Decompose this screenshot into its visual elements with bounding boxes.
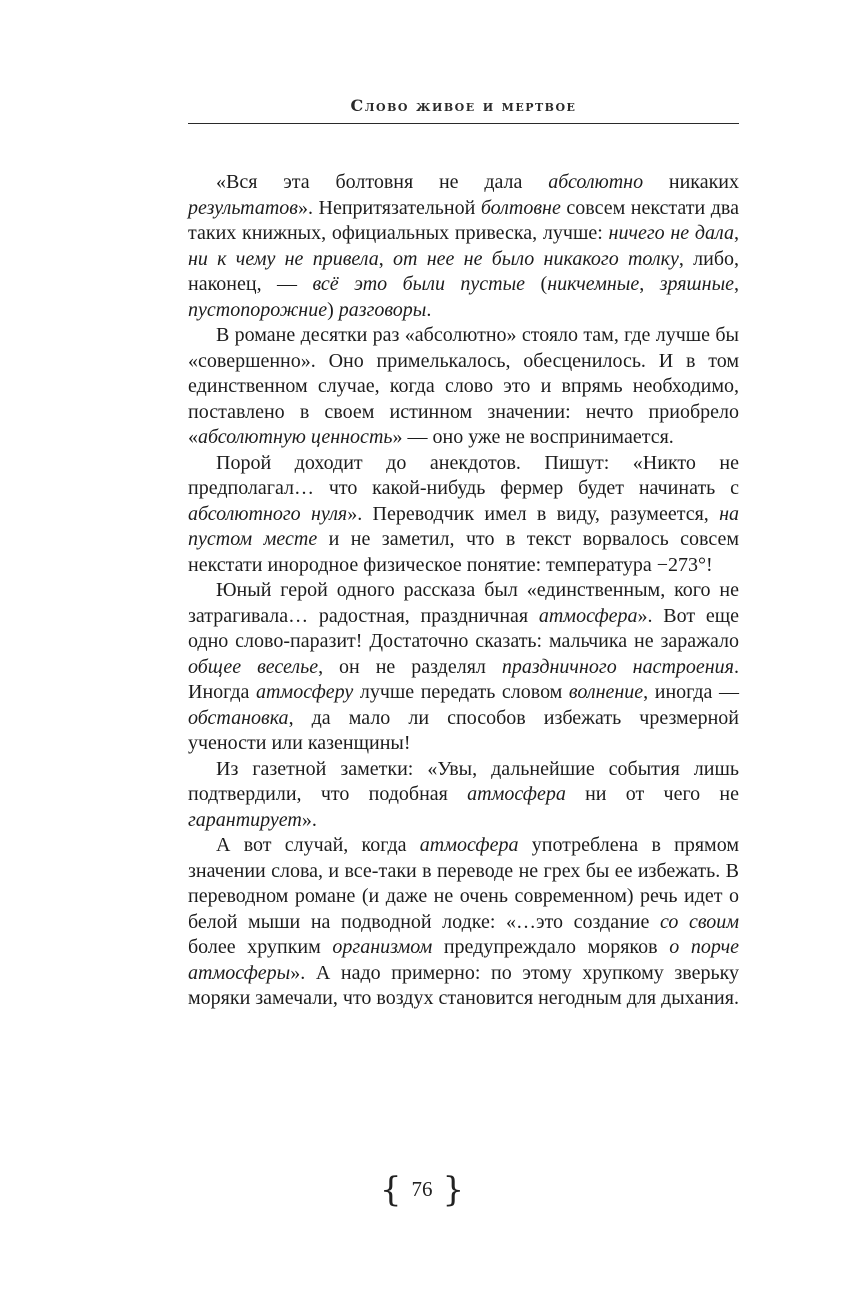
paragraph (188, 757, 739, 834)
italic-phrase: со своим (659, 910, 740, 933)
italic-phrase: ни к чему не привела (188, 247, 379, 270)
text-run: предупреждало моряков (432, 936, 670, 958)
text-run: Юный герой одного рассказа был «единственным, кого не затрагивала… радостная, праздничная (188, 579, 739, 627)
header-rule (188, 123, 739, 124)
italic-phrase: организмом (332, 936, 433, 958)
italic-phrase: разговоры (338, 298, 427, 321)
text-run: ». А надо примерно: по этому хрупкому зверьку моряки замечали, что воздух становится негодным для дыхания. (188, 961, 739, 1009)
italic-phrase: на пустом месте (188, 502, 739, 550)
text-run: , он не разделял (318, 655, 502, 678)
left-brace: { (379, 1170, 402, 1210)
italic-phrase: абсолютную ценность (198, 426, 393, 448)
body-text (188, 170, 739, 1012)
italic-phrase: абсолютного нуля (188, 502, 348, 525)
italic-phrase: всё это были пустые (312, 273, 526, 295)
italic-phrase: атмосфера (467, 783, 566, 805)
italic-phrase: обстановка (188, 706, 289, 729)
text-run: , (639, 273, 660, 295)
paragraph (188, 451, 739, 579)
text-run: В романе десятки раз «абсолютно» стояло там, где лучше бы «совершенно». Оно примелькалось, обесценилось. И в том единственном случае, когда слово это и впрямь необходимо, поставлено в своем истинном значении: нечто приобрело « (188, 324, 739, 448)
text-run: ». (301, 808, 317, 831)
text-run: , да мало ли способов избежать чрезмерной учености или казенщины! (188, 706, 739, 754)
italic-phrase: атмосферу (255, 681, 354, 703)
right-brace: } (442, 1170, 465, 1210)
italic-phrase: пустопорожние (188, 298, 328, 321)
text-run: А вот случай, когда (216, 834, 420, 856)
text-run: , иногда — (643, 681, 739, 703)
text-run: Порой доходит до анекдотов. Пишут: «Никто не предполагал… что какой-нибудь фермер будет начинать с (188, 451, 739, 499)
text-run: более хрупким (188, 936, 333, 958)
text-run: ни от чего не (565, 783, 740, 805)
page-number: 76 (411, 1177, 433, 1201)
text-run: «Вся эта болтовня не дала (216, 171, 549, 193)
text-run: , либо, наконец, — (188, 247, 740, 295)
text-run: ( (525, 273, 548, 295)
italic-phrase: атмосфера (538, 604, 638, 627)
italic-phrase: общее веселье (188, 655, 319, 678)
text-run: ) (327, 298, 339, 321)
italic-phrase: праздничного настроения (501, 655, 734, 678)
text-run: лучше передать словом (353, 681, 569, 703)
italic-phrase: волнение (568, 681, 644, 703)
italic-phrase: атмосфера (419, 834, 519, 856)
text-run: и не заметил, что в текст ворвалось совсем некстати инородное физическое понятие: температура −273°! (188, 528, 739, 576)
running-head: Слово живое и мертвое (350, 96, 577, 115)
text-run: . (426, 298, 432, 321)
paragraph (188, 323, 739, 451)
text-run: ». Вот еще одно слово-паразит! Достаточно сказать: мальчика не заражало (188, 604, 739, 652)
italic-phrase: ничего не дала (608, 222, 734, 244)
page-number-folio (0, 1170, 844, 1210)
paragraph (188, 833, 739, 1012)
italic-phrase: результатов (188, 196, 298, 219)
text-run: . Иногда (188, 655, 739, 703)
text-run: ». Непритязательной (298, 196, 481, 219)
text-run: , (734, 273, 739, 295)
italic-phrase: о порче атмосферы (188, 936, 739, 984)
text-run: , (378, 247, 393, 270)
italic-phrase: гарантирует (188, 808, 302, 831)
italic-phrase: никчемные (547, 273, 640, 295)
text-run: совсем некстати два таких книжных, официальных привеска, лучше: (188, 196, 739, 244)
italic-phrase: от нее не было никакого толку (393, 247, 679, 270)
paragraph (188, 170, 739, 323)
text-run: Из газетной заметки: «Увы, дальнейшие события лишь подтвердили, что подобная (188, 757, 739, 805)
text-run: ». Переводчик имел в виду, разумеется, (347, 502, 720, 525)
italic-phrase: зряшные (659, 273, 734, 295)
text-run: никаких (643, 171, 739, 193)
italic-phrase: абсолютно (548, 171, 644, 193)
text-run: , (734, 222, 739, 244)
text-run: употреблена в прямом значении слова, и все-таки в переводе не грех бы ее избежать. В переводном романе (и даже не очень современном) речь идет о белой мыши на подводной лодке: «…это создание (188, 834, 739, 933)
paragraph (188, 578, 739, 757)
text-run: » — оно уже не воспринимается. (392, 426, 674, 448)
italic-phrase: болтовне (480, 196, 561, 219)
